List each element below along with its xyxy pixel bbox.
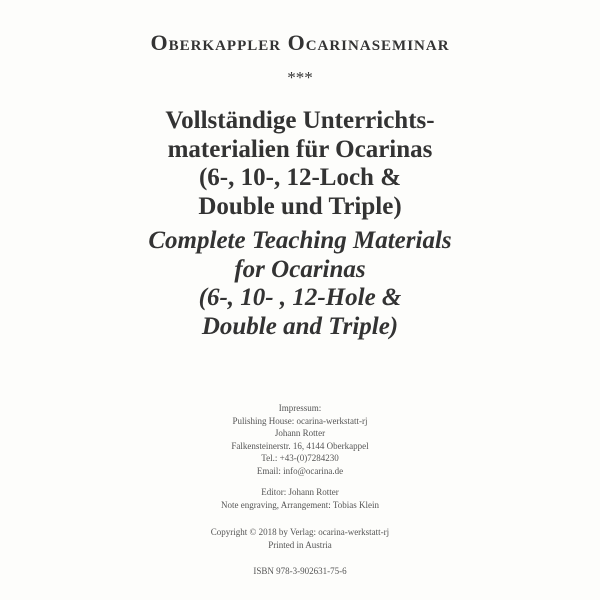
impressum-line: Johann Rotter bbox=[274, 428, 326, 438]
english-title bbox=[0, 227, 600, 341]
impressum-line: Email: info@ocarina.de bbox=[256, 465, 344, 476]
isbn: ISBN 978-3-902631-75-6 bbox=[253, 566, 347, 576]
credits bbox=[0, 486, 600, 511]
english-title-line: Complete Teaching Materials bbox=[148, 227, 452, 254]
english-title-line: Double and Triple) bbox=[201, 312, 399, 340]
series-title: Oberkappler Ocarinaseminar bbox=[150, 30, 450, 55]
german-title-line: Double und Triple) bbox=[198, 192, 402, 220]
impressum bbox=[0, 402, 600, 477]
copyright-line: Copyright © 2018 by Verlag: ocarina-werkstatt-rj bbox=[210, 527, 390, 537]
impressum-line: Tel.: +43-(0)7284230 bbox=[261, 453, 339, 463]
german-title bbox=[0, 107, 600, 221]
impressum-line: Pulishing House: ocarina-werkstatt-rj bbox=[232, 415, 368, 426]
credits-line: Note engraving, Arrangement: Tobias Klein bbox=[221, 499, 379, 510]
english-title-line: (6-, 10- , 12-Hole & bbox=[198, 284, 402, 311]
copyright-line: Printed in Austria bbox=[268, 539, 332, 550]
german-title-line: (6-, 10-, 12-Loch & bbox=[198, 164, 402, 191]
impressum-line: Falkensteinerstr. 16, 4144 Oberkappel bbox=[231, 440, 369, 451]
german-title-line: Vollständige Unterrichts- bbox=[165, 107, 435, 134]
german-title-line: materialien für Ocarinas bbox=[167, 135, 433, 163]
credits-line: Editor: Johann Rotter bbox=[261, 487, 339, 497]
copyright bbox=[0, 526, 600, 551]
separator: *** bbox=[287, 68, 313, 87]
english-title-line: for Ocarinas bbox=[234, 255, 366, 283]
impressum-line: Impressum: bbox=[278, 403, 322, 413]
